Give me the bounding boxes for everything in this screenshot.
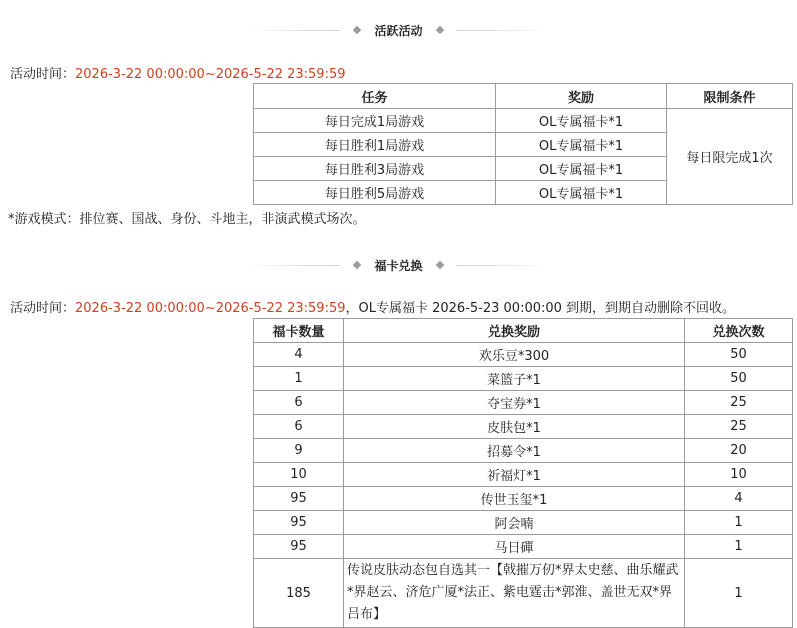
exchange-table	[253, 318, 793, 628]
times-cell: 50	[685, 343, 793, 367]
times-cell: 25	[685, 391, 793, 415]
times-cell: 25	[685, 415, 793, 439]
cost-cell: 6	[254, 391, 344, 415]
cost-cell: 6	[254, 415, 344, 439]
reward-cell: OL专属福卡*1	[496, 181, 667, 205]
table-header-row	[254, 319, 793, 343]
table-row	[254, 535, 793, 559]
times-cell: 10	[685, 463, 793, 487]
header-limit: 限制条件	[667, 84, 793, 109]
table-row	[254, 367, 793, 391]
cost-cell: 95	[254, 535, 344, 559]
cost-cell: 9	[254, 439, 344, 463]
table-row	[254, 559, 793, 628]
table-row	[254, 511, 793, 535]
task-cell: 每日胜利1局游戏	[254, 133, 496, 157]
cost-cell: 10	[254, 463, 344, 487]
divider-line	[245, 30, 340, 31]
table-row	[254, 109, 793, 133]
time-range: 2026-3-22 00:00:00~2026-5-22 23:59:59	[75, 301, 346, 316]
reward-cell: 马日磾	[344, 535, 685, 559]
diamond-icon	[435, 26, 443, 34]
cost-cell: 4	[254, 343, 344, 367]
reward-cell: OL专属福卡*1	[496, 157, 667, 181]
divider-line	[457, 265, 552, 266]
table-row	[254, 487, 793, 511]
diamond-icon	[353, 261, 361, 269]
diamond-icon	[353, 26, 361, 34]
time-label: 活动时间：	[10, 301, 76, 316]
section-heading: 活跃活动	[374, 23, 423, 38]
divider-line	[245, 265, 340, 266]
time-label: 活动时间：	[10, 67, 76, 82]
header-reward: 兑换奖励	[344, 319, 685, 343]
times-cell: 4	[685, 487, 793, 511]
activity-time	[10, 63, 346, 82]
header-reward: 奖励	[496, 84, 667, 109]
task-cell: 每日胜利5局游戏	[254, 181, 496, 205]
reward-cell: 招募令*1	[344, 439, 685, 463]
header-task: 任务	[254, 84, 496, 109]
reward-cell: 传世玉玺*1	[344, 487, 685, 511]
section-title-activity	[0, 20, 797, 40]
limit-cell: 每日限完成1次	[667, 109, 793, 205]
section-title-exchange	[0, 255, 797, 275]
reward-cell: 传说皮肤动态包自选其一【戟摧万仞*界太史慈、曲乐耀武*界赵云、济危广厦*法正、紫电霆击*郭淮、盖世无双*界吕布】	[344, 559, 685, 628]
table-header-row	[254, 84, 793, 109]
reward-cell: 阿会喃	[344, 511, 685, 535]
reward-cell: 夺宝券*1	[344, 391, 685, 415]
game-mode-note: *游戏模式：排位赛、国战、身份、斗地主，非演武模式场次。	[8, 212, 366, 227]
table-row	[254, 415, 793, 439]
header-times: 兑换次数	[685, 319, 793, 343]
expiry-note: ，OL专属福卡 2026-5-23 00:00:00 到期，到期自动删除不回收。	[345, 301, 736, 316]
cost-cell: 95	[254, 487, 344, 511]
times-cell: 50	[685, 367, 793, 391]
table-row	[254, 343, 793, 367]
divider-line	[457, 30, 552, 31]
cost-cell: 1	[254, 367, 344, 391]
task-cell: 每日完成1局游戏	[254, 109, 496, 133]
times-cell: 1	[685, 559, 793, 628]
reward-cell: OL专属福卡*1	[496, 133, 667, 157]
reward-cell: 祈福灯*1	[344, 463, 685, 487]
table-row	[254, 463, 793, 487]
times-cell: 1	[685, 511, 793, 535]
header-cost: 福卡数量	[254, 319, 344, 343]
reward-cell: 皮肤包*1	[344, 415, 685, 439]
table-row	[254, 439, 793, 463]
reward-cell: 菜篮子*1	[344, 367, 685, 391]
cost-cell: 95	[254, 511, 344, 535]
task-cell: 每日胜利3局游戏	[254, 157, 496, 181]
times-cell: 20	[685, 439, 793, 463]
section-heading: 福卡兑换	[374, 258, 423, 273]
task-table	[253, 83, 793, 205]
table-row	[254, 391, 793, 415]
reward-cell: OL专属福卡*1	[496, 109, 667, 133]
time-range: 2026-3-22 00:00:00~2026-5-22 23:59:59	[75, 67, 346, 82]
times-cell: 1	[685, 535, 793, 559]
cost-cell: 185	[254, 559, 344, 628]
exchange-time	[10, 297, 735, 316]
diamond-icon	[435, 261, 443, 269]
reward-cell: 欢乐豆*300	[344, 343, 685, 367]
